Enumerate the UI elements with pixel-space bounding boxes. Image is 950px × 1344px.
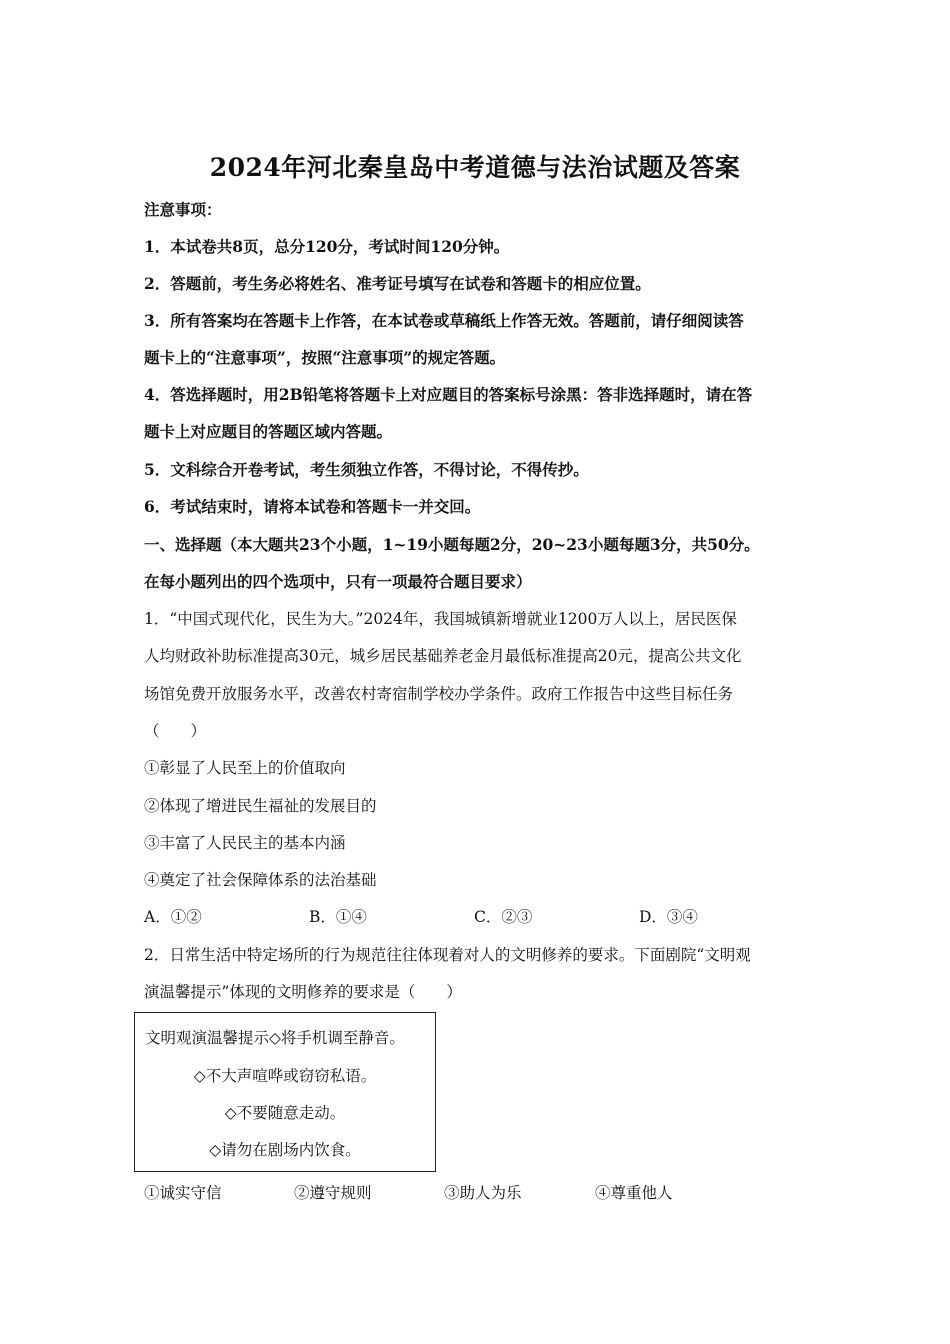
- question-2-stem: 2．日常生活中特定场所的行为规范往往体现着对人的文明修养的要求。下面剧院“文明观: [144, 946, 751, 964]
- question-1-statement: ③丰富了人民民主的基本内涵: [144, 834, 346, 852]
- question-1-statement: ④奠定了社会保障体系的法治基础: [144, 871, 377, 889]
- answer-blank: （ ）: [144, 722, 207, 740]
- question-1-option-d: D．③④: [639, 908, 698, 926]
- section-heading: 一、选择题（本大题共23个小题，1~19小题每题2分，20~23小题每题3分，共50分。: [144, 535, 760, 554]
- question-1-statement: ①彰显了人民至上的价值取向: [144, 759, 346, 777]
- question-2-option: ④尊重他人: [595, 1184, 673, 1202]
- question-1-stem: 场馆免费开放服务水平，改善农村寄宿制学校办学条件。政府工作报告中这些目标任务: [144, 685, 734, 703]
- notice-item: 题卡上的“注意事项”，按照“注意事项”的规定答题。: [144, 348, 506, 367]
- theater-notice-line: ◇请勿在剧场内饮食。: [209, 1141, 361, 1159]
- notice-item: 4．答选择题时，用2B铅笔将答题卡上对应题目的答案标号涂黑：答非选择题时，请在答: [144, 385, 753, 404]
- theater-notice-box: [134, 1012, 436, 1172]
- theater-notice-line: 文明观演温馨提示◇将手机调至静音。: [145, 1029, 405, 1047]
- question-1-option-b: B．①④: [309, 908, 367, 926]
- question-1-stem: 人均财政补助标准提高30元，城乡居民基础养老金月最低标准提高20元，提高公共文化: [144, 647, 742, 665]
- question-1-stem: 1．“中国式现代化，民生为大。”2024年，我国城镇新增就业1200万人以上，居民医保: [144, 610, 737, 628]
- question-1-option-a: A．①②: [144, 908, 202, 926]
- notice-item: 题卡上对应题目的答题区域内答题。: [144, 422, 393, 441]
- question-1-option-c: C．②③: [474, 908, 533, 926]
- page-title: 2024年河北秦皇岛中考道德与法治试题及答案: [209, 153, 741, 182]
- notice-heading: 注意事项：: [144, 200, 222, 219]
- notice-item: 6．考试结束时，请将本试卷和答题卡一并交回。: [144, 497, 481, 516]
- question-2-option: ①诚实守信: [144, 1184, 222, 1202]
- notice-item: 2．答题前，考生务必将姓名、准考证号填写在试卷和答题卡的相应位置。: [144, 274, 651, 293]
- notice-item: 1．本试卷共8页，总分120分，考试时间120分钟。: [144, 237, 510, 256]
- question-2-option: ②遵守规则: [294, 1184, 372, 1202]
- section-heading-cont: 在每小题列出的四个选项中，只有一项最符合题目要求）: [144, 572, 532, 591]
- notice-item: 3．所有答案均在答题卡上作答，在本试卷或草稿纸上作答无效。答题前，请仔细阅读答: [144, 311, 744, 330]
- theater-notice-line: ◇不大声喧哗或窃窃私语。: [193, 1067, 377, 1085]
- theater-notice-line: ◇不要随意走动。: [224, 1104, 346, 1122]
- question-2-stem: 演温馨提示”体现的文明修养的要求是（ ）: [144, 983, 462, 1001]
- notice-item: 5．文科综合开卷考试，考生须独立作答，不得讨论，不得传抄。: [144, 460, 589, 479]
- question-1-statement: ②体现了增进民生福祉的发展目的: [144, 797, 377, 815]
- question-2-option: ③助人为乐: [444, 1184, 522, 1202]
